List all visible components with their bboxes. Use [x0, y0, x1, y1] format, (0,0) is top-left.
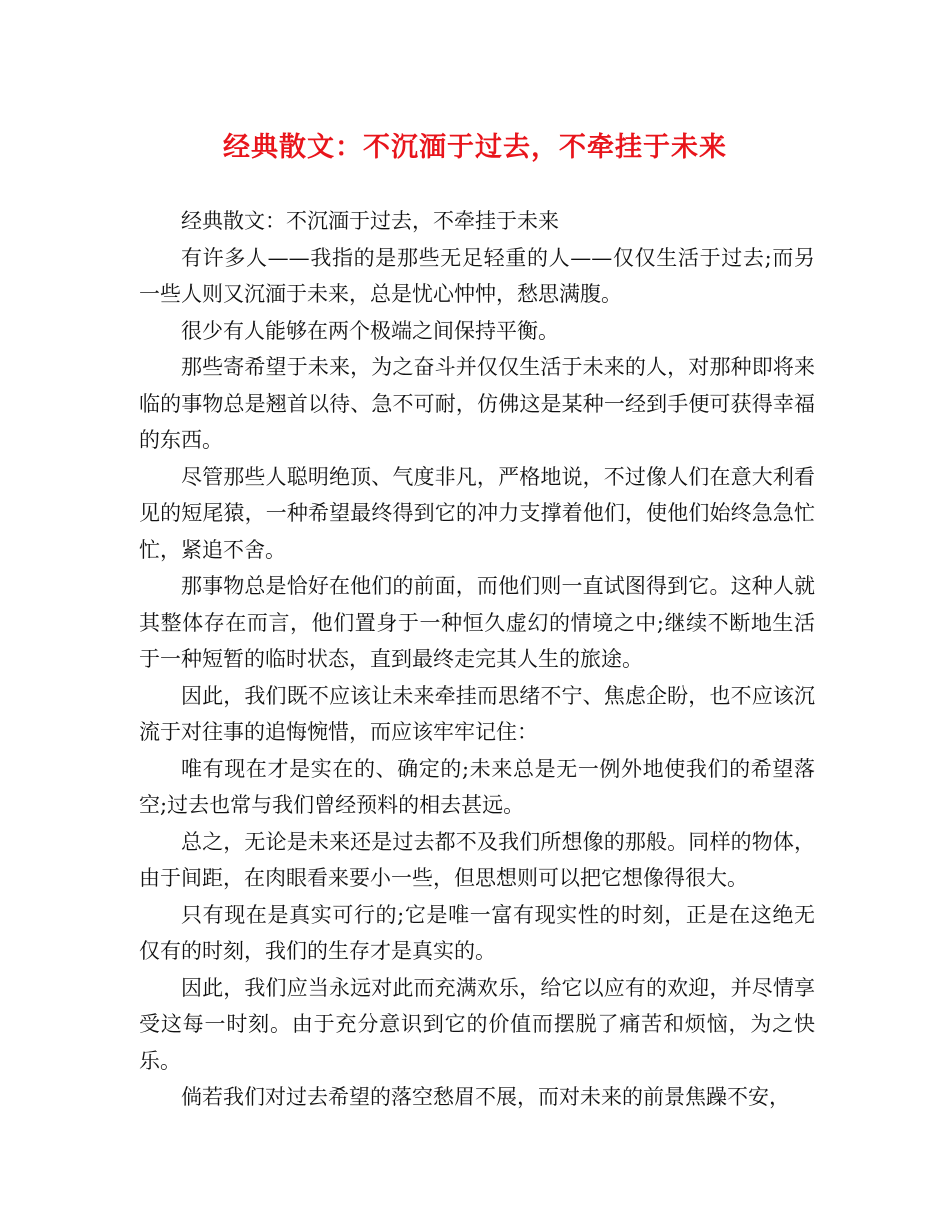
- paragraph-5: 尽管那些人聪明绝顶、气度非凡，严格地说，不过像人们在意大利看见的短尾猿，一种希望最终得到它的冲力支撑着他们，使他们始终急急忙忙，紧追不舍。: [139, 464, 815, 562]
- paragraph-8: 唯有现在才是实在的、确定的;未来总是无一例外地使我们的希望落空;过去也常与我们曾经预料的相去甚远。: [139, 756, 815, 817]
- document-body: [139, 203, 815, 1116]
- paragraph-4: 那些寄希望于未来，为之奋斗并仅仅生活于未来的人，对那种即将来临的事物总是翘首以待、急不可耐，仿佛这是某种一经到手便可获得幸福的东西。: [139, 355, 815, 452]
- paragraph-10: 只有现在是真实可行的;它是唯一富有现实性的时刻，正是在这绝无仅有的时刻，我们的生存才是真实的。: [139, 902, 815, 963]
- paragraph-9: 总之，无论是未来还是过去都不及我们所想像的那般。同样的物体，由于间距，在肉眼看来要小一些，但思想则可以把它想像得很大。: [139, 829, 815, 890]
- paragraph-7: 因此，我们既不应该让未来牵挂而思绪不宁、焦虑企盼，也不应该沉流于对往事的追悔惋惜，而应该牢牢记住：: [139, 683, 815, 744]
- paragraph-1: 经典散文：不沉湎于过去，不牵挂于未来: [181, 209, 559, 233]
- paragraph-6: 那事物总是恰好在他们的前面，而他们则一直试图得到它。这种人就其整体存在而言，他们置身于一种恒久虚幻的情境之中;继续不断地生活于一种短暂的临时状态，直到最终走完其人生的旅途。: [139, 574, 815, 671]
- paragraph-2: 有许多人——我指的是那些无足轻重的人——仅仅生活于过去;而另一些人则又沉湎于未来，总是忧心忡忡，愁思满腹。: [139, 245, 815, 306]
- paragraph-3: 很少有人能够在两个极端之间保持平衡。: [181, 318, 559, 343]
- paragraph-12: 倘若我们对过去希望的落空愁眉不展，而对未来的前景焦躁不安，: [181, 1085, 790, 1109]
- document-title: 经典散文：不沉湎于过去，不牵挂于未来: [223, 132, 727, 163]
- paragraph-11: 因此，我们应当永远对此而充满欢乐，给它以应有的欢迎，并尽情享受这每一时刻。由于充分意识到它的价值而摆脱了痛苦和烦恼，为之快乐。: [139, 975, 815, 1073]
